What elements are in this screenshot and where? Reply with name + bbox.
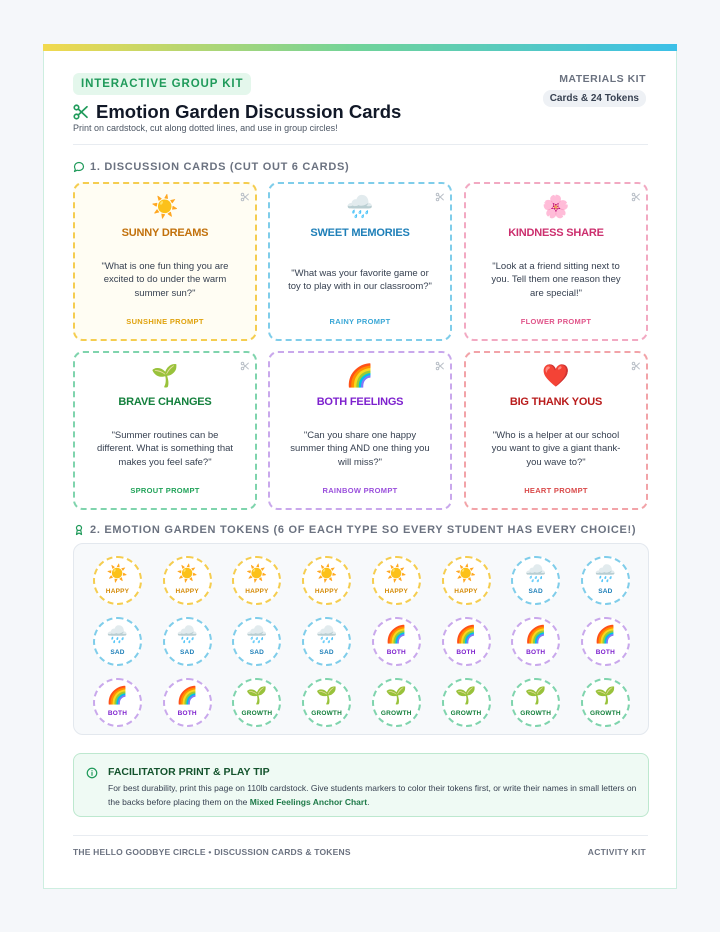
info-icon	[86, 767, 98, 779]
cards-section-title: 1. DISCUSSION CARDS (CUT OUT 6 CARDS)	[90, 161, 350, 173]
token-emoji-icon: 🌱	[525, 686, 547, 705]
tokens-section-heading	[73, 524, 636, 536]
token-emoji-icon: 🌈	[385, 625, 407, 644]
emotion-token-happy	[232, 556, 281, 605]
token-label: BOTH	[595, 649, 615, 656]
card-emoji-icon: 🌸	[542, 194, 570, 219]
emotion-token-sad	[302, 617, 351, 666]
materials-label: MATERIALS KIT	[559, 73, 646, 85]
header-divider	[73, 144, 648, 145]
card-prompt-text: "Summer routines can be different. What is something that makes you feel safe?"	[96, 429, 234, 468]
tokens-section-title: 2. EMOTION GARDEN TOKENS (6 OF EACH TYPE SO EVERY STUDENT HAS EVERY CHOICE!)	[90, 524, 637, 536]
tip-title: FACILITATOR PRINT & PLAY TIP	[108, 766, 270, 778]
card-emoji-icon: 🌈	[346, 363, 374, 388]
token-emoji-icon: 🌱	[455, 686, 477, 705]
emotion-token-happy	[93, 556, 142, 605]
facilitator-tip	[73, 753, 649, 817]
emotion-token-sad	[232, 617, 281, 666]
emotion-token-both	[442, 617, 491, 666]
token-emoji-icon: 🌧️	[316, 625, 338, 644]
token-label: BOTH	[456, 649, 476, 656]
card-title: SUNNY DREAMS	[121, 227, 209, 239]
token-label: GROWTH	[520, 710, 552, 717]
card-footer-label: HEART PROMPT	[524, 486, 588, 495]
emotion-token-growth	[232, 678, 281, 727]
emotion-token-both	[93, 678, 142, 727]
tip-text-body: For best durability, print this page on 110lb cardstock. Give students markers to color their tokens first, or write their names in small letters on the backs before placing them on the	[108, 783, 637, 807]
token-emoji-icon: 🌧️	[106, 625, 129, 644]
discussion-card	[73, 351, 257, 510]
tip-text	[108, 781, 638, 809]
token-label: SAD	[598, 588, 613, 595]
token-emoji-icon: 🌈	[176, 686, 198, 705]
card-emoji-icon: ❤️	[542, 363, 570, 388]
card-title: KINDNESS SHARE	[508, 227, 604, 239]
discussion-card	[268, 351, 452, 510]
page-title: Emotion Garden Discussion Cards	[96, 101, 402, 122]
token-emoji-icon: ☀️	[316, 564, 338, 583]
emotion-token-sad	[93, 617, 142, 666]
token-emoji-icon: 🌧️	[594, 564, 616, 583]
token-label: GROWTH	[589, 710, 621, 717]
emotion-token-happy	[302, 556, 351, 605]
token-label: BOTH	[386, 649, 406, 656]
token-emoji-icon: ☀️	[106, 564, 129, 583]
ribbon-icon	[73, 524, 85, 536]
token-label: HAPPY	[384, 588, 408, 595]
discussion-card	[464, 182, 648, 341]
materials-pill: Cards & 24 Tokens	[543, 90, 646, 107]
tip-text-end: .	[367, 797, 370, 807]
emotion-token-both	[511, 617, 560, 666]
card-prompt-text: "What was your favorite game or toy to play with in our classroom?"	[288, 267, 432, 292]
kit-badge: INTERACTIVE GROUP KIT	[73, 73, 251, 95]
card-title: BIG THANK YOUS	[509, 396, 603, 408]
card-title: SWEET MEMORIES	[310, 227, 410, 239]
token-label: GROWTH	[450, 710, 482, 717]
token-emoji-icon: 🌱	[316, 686, 338, 705]
card-emoji-icon: 🌧️	[346, 194, 374, 219]
emotion-token-sad	[581, 556, 630, 605]
emotion-token-growth	[442, 678, 491, 727]
card-footer-label: SPROUT PROMPT	[130, 486, 200, 495]
card-prompt-text: "What is one fun thing you are excited to do under the warm summer sun?"	[101, 260, 229, 299]
emotion-token-growth	[302, 678, 351, 727]
card-footer-label: RAINY PROMPT	[329, 317, 391, 326]
token-label: GROWTH	[380, 710, 412, 717]
token-label: HAPPY	[175, 588, 199, 595]
card-emoji-icon: ☀️	[151, 194, 179, 219]
card-emoji-icon: 🌱	[151, 363, 179, 388]
token-label: HAPPY	[245, 588, 269, 595]
token-label: BOTH	[526, 649, 546, 656]
emotion-token-happy	[442, 556, 491, 605]
card-prompt-text: "Who is a helper at our school you want to give a giant thank-you wave to?"	[491, 429, 621, 468]
token-emoji-icon: ☀️	[176, 564, 198, 583]
token-label: SAD	[249, 649, 265, 656]
emotion-token-happy	[372, 556, 421, 605]
card-title: BRAVE CHANGES	[118, 396, 212, 408]
emotion-token-both	[581, 617, 630, 666]
token-emoji-icon: 🌈	[106, 686, 129, 705]
token-emoji-icon: 🌈	[594, 625, 616, 644]
card-prompt-text: "Look at a friend sitting next to you. Tell them one reason they are special!"	[491, 260, 621, 299]
title-row	[72, 98, 401, 126]
footer-divider	[73, 835, 648, 836]
token-emoji-icon: 🌱	[594, 686, 616, 705]
token-emoji-icon: 🌈	[525, 625, 547, 644]
tokens-panel	[73, 543, 649, 735]
token-emoji-icon: 🌧️	[176, 625, 198, 644]
card-prompt-text: "Can you share one happy summer thing AND one thing you will miss?"	[290, 429, 430, 468]
footer-right: ACTIVITY KIT	[587, 847, 646, 857]
discussion-card	[464, 351, 648, 510]
token-emoji-icon: 🌧️	[525, 564, 547, 583]
emotion-token-growth	[511, 678, 560, 727]
token-label: BOTH	[107, 710, 128, 717]
cards-section-heading	[73, 161, 349, 173]
emotion-token-growth	[372, 678, 421, 727]
emotion-token-sad	[511, 556, 560, 605]
token-emoji-icon: ☀️	[246, 564, 268, 583]
emotion-token-both	[372, 617, 421, 666]
discussion-card	[73, 182, 257, 341]
token-emoji-icon: 🌱	[385, 686, 407, 705]
token-label: SAD	[110, 649, 125, 656]
token-emoji-icon: 🌈	[455, 625, 477, 644]
emotion-token-sad	[163, 617, 212, 666]
token-label: SAD	[528, 588, 543, 595]
footer-left: THE HELLO GOODBYE CIRCLE • DISCUSSION CARDS & TOKENS	[73, 847, 351, 857]
card-footer-label: RAINBOW PROMPT	[322, 486, 398, 495]
token-emoji-icon: ☀️	[455, 564, 477, 583]
worksheet-page	[43, 44, 677, 889]
card-footer-label: FLOWER PROMPT	[520, 317, 592, 326]
chat-bubble-icon	[73, 161, 85, 173]
token-emoji-icon: 🌧️	[246, 625, 268, 644]
scissors-icon	[72, 103, 90, 121]
page-subtitle: Print on cardstock, cut along dotted lines, and use in group circles!	[73, 123, 338, 133]
token-label: SAD	[319, 649, 334, 656]
token-label: SAD	[180, 649, 195, 656]
token-label: HAPPY	[454, 588, 478, 595]
token-label: HAPPY	[314, 588, 339, 595]
discussion-card	[268, 182, 452, 341]
token-label: HAPPY	[105, 588, 130, 595]
token-label: GROWTH	[241, 710, 273, 717]
token-emoji-icon: 🌱	[246, 686, 268, 705]
token-label: BOTH	[177, 710, 197, 717]
card-title: BOTH FEELINGS	[316, 396, 404, 408]
emotion-token-both	[163, 678, 212, 727]
token-label: GROWTH	[311, 710, 342, 717]
card-footer-label: SUNSHINE PROMPT	[126, 317, 204, 326]
gradient-top-bar	[43, 44, 677, 51]
emotion-token-growth	[581, 678, 630, 727]
token-emoji-icon: ☀️	[385, 564, 407, 583]
anchor-chart-link[interactable]: Mixed Feelings Anchor Chart	[249, 797, 368, 807]
emotion-token-happy	[163, 556, 212, 605]
